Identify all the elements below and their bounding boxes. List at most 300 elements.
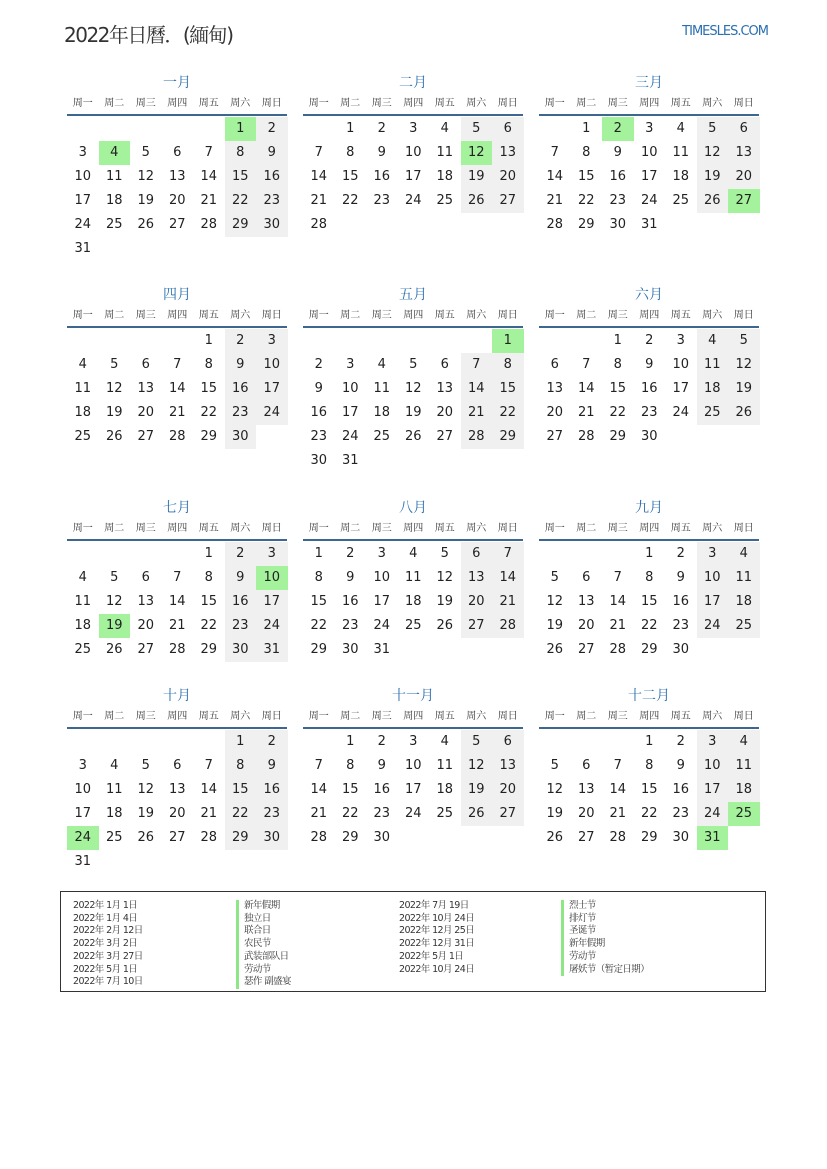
day-cell: 12 [404, 381, 422, 396]
legend-dates-column-2 [399, 900, 474, 976]
day-cell: 20 [577, 806, 595, 821]
day-cell: 10 [640, 145, 658, 160]
day-cell: 3 [409, 121, 418, 136]
day-cell: 4 [377, 357, 386, 372]
weekday-label: 周四 [167, 310, 188, 321]
month-name: 二月 [399, 75, 427, 91]
day-cell: 26 [105, 642, 123, 657]
legend-date: 2022年 2月 12日 [73, 925, 143, 937]
day-cell: 16 [672, 594, 690, 609]
legend-holiday-name: 劳动节 [561, 951, 649, 964]
month-12 [539, 687, 759, 850]
weekday-header [303, 705, 523, 729]
day-cell: 30 [672, 642, 690, 657]
day-cell: 28 [609, 830, 627, 845]
weekday-label: 周一 [72, 310, 93, 321]
day-cell: 25 [436, 806, 454, 821]
weekday-label: 周一 [72, 98, 93, 109]
weekday-label: 周日 [733, 310, 754, 321]
day-cell: 4 [78, 570, 87, 585]
day-cell: 28 [200, 217, 218, 232]
empty-cell [539, 329, 571, 353]
weekday-label: 周三 [607, 310, 628, 321]
month-8 [303, 499, 523, 662]
day-cell: 16 [609, 169, 627, 184]
day-cell: 24 [672, 405, 690, 420]
weekday-label: 周五 [434, 98, 455, 109]
day-cell: 10 [74, 169, 92, 184]
day-cell: 6 [141, 357, 150, 372]
day-cell: 8 [204, 357, 213, 372]
day-cell: 20 [492, 778, 524, 802]
day-cell: 1 [204, 546, 213, 561]
day-cell: 24 [404, 806, 422, 821]
day-cell: 26 [105, 429, 123, 444]
weekday-label: 周四 [403, 310, 424, 321]
empty-cell [539, 117, 571, 141]
day-cell: 18 [74, 618, 92, 633]
day-cell: 22 [640, 618, 658, 633]
day-grid [539, 329, 759, 449]
month-name: 四月 [163, 287, 191, 303]
day-cell: 11 [404, 570, 422, 585]
day-cell: 3 [346, 357, 355, 372]
empty-cell [130, 117, 162, 141]
day-cell: 17 [640, 169, 658, 184]
day-cell: 18 [105, 193, 123, 208]
day-cell: 20 [168, 806, 186, 821]
day-cell: 13 [728, 141, 760, 165]
weekday-label: 周日 [497, 523, 518, 534]
empty-cell [162, 117, 194, 141]
day-cell: 5 [409, 357, 418, 372]
day-cell: 10 [404, 145, 422, 160]
day-cell: 9 [377, 758, 386, 773]
day-cell: 15 [310, 594, 328, 609]
holiday-cell: 1 [225, 117, 257, 141]
month-6 [539, 286, 759, 449]
weekday-label: 周四 [639, 523, 660, 534]
day-cell: 26 [461, 802, 493, 826]
day-cell: 14 [168, 594, 186, 609]
weekday-label: 周日 [261, 310, 282, 321]
legend-holiday-name: 联合日 [236, 925, 291, 938]
day-cell: 19 [436, 594, 454, 609]
day-cell: 4 [409, 546, 418, 561]
weekday-label: 周五 [434, 523, 455, 534]
month-name: 七月 [163, 500, 191, 516]
day-cell: 21 [492, 590, 524, 614]
month-7 [67, 499, 287, 662]
day-cell: 2 [676, 734, 685, 749]
weekday-label: 周六 [466, 523, 487, 534]
weekday-label: 周六 [702, 523, 723, 534]
day-cell: 15 [225, 165, 257, 189]
day-cell: 4 [728, 542, 760, 566]
legend-holiday-name: 烈士节 [561, 900, 649, 913]
day-cell: 20 [461, 590, 493, 614]
weekday-label: 周一 [308, 310, 329, 321]
day-cell: 30 [225, 425, 257, 449]
day-cell: 31 [74, 241, 92, 256]
weekday-label: 周三 [135, 310, 156, 321]
day-cell: 17 [672, 381, 690, 396]
day-cell: 3 [645, 121, 654, 136]
day-cell: 9 [256, 754, 288, 778]
day-cell: 24 [373, 618, 391, 633]
day-cell: 26 [728, 401, 760, 425]
day-cell: 21 [200, 193, 218, 208]
day-cell: 16 [373, 169, 391, 184]
day-cell: 10 [373, 570, 391, 585]
day-cell: 12 [546, 594, 564, 609]
day-cell: 21 [168, 618, 186, 633]
day-cell: 29 [640, 642, 658, 657]
day-cell: 3 [697, 542, 729, 566]
day-cell: 27 [577, 830, 595, 845]
day-cell: 10 [697, 566, 729, 590]
weekday-label: 周六 [702, 711, 723, 722]
day-cell: 5 [141, 758, 150, 773]
weekday-label: 周五 [198, 310, 219, 321]
day-cell: 8 [645, 570, 654, 585]
day-cell: 21 [609, 806, 627, 821]
legend-date: 2022年 1月 1日 [73, 900, 138, 911]
day-cell: 22 [310, 618, 328, 633]
empty-cell [602, 542, 634, 566]
day-cell: 11 [74, 594, 92, 609]
day-cell: 29 [225, 826, 257, 850]
empty-cell [571, 730, 603, 754]
legend-date: 2022年 3月 27日 [73, 950, 143, 962]
legend-date: 2022年 1月 4日 [73, 912, 138, 924]
day-cell: 7 [550, 145, 559, 160]
day-cell: 7 [314, 758, 323, 773]
day-cell: 27 [546, 429, 564, 444]
day-cell: 16 [373, 782, 391, 797]
weekday-label: 周二 [104, 711, 125, 722]
day-cell: 14 [200, 169, 218, 184]
day-cell: 21 [310, 193, 328, 208]
day-cell: 7 [613, 570, 622, 585]
day-cell: 11 [728, 754, 760, 778]
day-grid [303, 329, 523, 473]
day-grid [303, 542, 523, 662]
day-cell: 11 [74, 381, 92, 396]
day-cell: 30 [310, 453, 328, 468]
day-cell: 10 [341, 381, 359, 396]
day-cell: 4 [697, 329, 729, 353]
holiday-cell: 31 [697, 826, 729, 850]
empty-cell [303, 730, 335, 754]
weekday-label: 周五 [670, 310, 691, 321]
day-cell: 2 [377, 734, 386, 749]
day-cell: 23 [672, 618, 690, 633]
weekday-header [539, 705, 759, 729]
day-cell: 6 [440, 357, 449, 372]
day-cell: 25 [105, 217, 123, 232]
day-cell: 17 [341, 405, 359, 420]
day-cell: 3 [256, 542, 288, 566]
month-2 [303, 74, 523, 237]
day-cell: 9 [225, 566, 257, 590]
day-cell: 6 [582, 758, 591, 773]
day-cell: 9 [676, 570, 685, 585]
day-cell: 28 [492, 614, 524, 638]
day-cell: 6 [492, 730, 524, 754]
day-cell: 2 [256, 117, 288, 141]
day-cell: 18 [436, 169, 454, 184]
day-cell: 12 [697, 141, 729, 165]
day-cell: 19 [546, 806, 564, 821]
day-cell: 8 [225, 754, 257, 778]
day-cell: 13 [577, 594, 595, 609]
day-cell: 14 [310, 782, 328, 797]
day-cell: 12 [137, 169, 155, 184]
day-cell: 20 [436, 405, 454, 420]
weekday-header [67, 304, 287, 328]
empty-cell [602, 730, 634, 754]
day-cell: 5 [728, 329, 760, 353]
day-cell: 29 [200, 642, 218, 657]
day-cell: 23 [640, 405, 658, 420]
day-cell: 8 [314, 570, 323, 585]
day-cell: 14 [546, 169, 564, 184]
day-cell: 9 [314, 381, 323, 396]
day-cell: 17 [404, 782, 422, 797]
day-cell: 20 [577, 618, 595, 633]
day-cell: 20 [137, 405, 155, 420]
weekday-label: 周五 [670, 711, 691, 722]
day-cell: 16 [310, 405, 328, 420]
day-cell: 24 [697, 614, 729, 638]
weekday-label: 周一 [72, 711, 93, 722]
weekday-label: 周一 [544, 523, 565, 534]
weekday-label: 周日 [497, 98, 518, 109]
day-cell: 30 [225, 638, 257, 662]
day-cell: 9 [613, 145, 622, 160]
weekday-label: 周二 [576, 98, 597, 109]
day-cell: 3 [256, 329, 288, 353]
day-cell: 29 [341, 830, 359, 845]
day-cell: 17 [697, 590, 729, 614]
weekday-header [303, 517, 523, 541]
day-cell: 6 [461, 542, 493, 566]
month-name: 五月 [399, 287, 427, 303]
legend-holiday-name: 农民节 [236, 938, 291, 951]
empty-cell [99, 117, 131, 141]
day-cell: 15 [200, 381, 218, 396]
day-cell: 21 [310, 806, 328, 821]
legend-holiday-name: 圣诞节 [561, 925, 649, 938]
day-cell: 8 [204, 570, 213, 585]
site-link[interactable]: TIMESLES.COM [682, 24, 768, 39]
day-cell: 24 [404, 193, 422, 208]
day-cell: 9 [256, 141, 288, 165]
day-cell: 7 [173, 570, 182, 585]
day-cell: 6 [550, 357, 559, 372]
day-cell: 27 [461, 614, 493, 638]
day-grid [67, 117, 287, 261]
day-cell: 22 [200, 405, 218, 420]
day-cell: 19 [461, 165, 493, 189]
day-cell: 25 [404, 618, 422, 633]
day-cell: 28 [168, 429, 186, 444]
day-cell: 5 [141, 145, 150, 160]
day-cell: 18 [697, 377, 729, 401]
day-cell: 23 [373, 806, 391, 821]
day-cell: 11 [373, 381, 391, 396]
month-3 [539, 74, 759, 237]
month-name: 十一月 [392, 688, 434, 704]
weekday-label: 周三 [371, 98, 392, 109]
legend-date: 2022年 5月 1日 [73, 963, 138, 975]
holiday-cell: 12 [461, 141, 493, 165]
month-name: 十月 [163, 688, 191, 704]
weekday-label: 周四 [639, 98, 660, 109]
day-cell: 25 [436, 193, 454, 208]
day-cell: 25 [105, 830, 123, 845]
day-cell: 24 [74, 217, 92, 232]
day-cell: 8 [346, 145, 355, 160]
day-cell: 13 [492, 141, 524, 165]
holiday-cell: 24 [67, 826, 99, 850]
day-cell: 31 [256, 638, 288, 662]
day-cell: 24 [640, 193, 658, 208]
day-cell: 12 [137, 782, 155, 797]
day-cell: 7 [582, 357, 591, 372]
day-cell: 13 [168, 169, 186, 184]
day-cell: 16 [256, 778, 288, 802]
day-cell: 29 [310, 642, 328, 657]
empty-cell [99, 542, 131, 566]
empty-cell [193, 730, 225, 754]
day-cell: 26 [461, 189, 493, 213]
weekday-label: 周六 [230, 310, 251, 321]
empty-cell [162, 542, 194, 566]
day-cell: 15 [341, 169, 359, 184]
day-cell: 27 [577, 642, 595, 657]
weekday-label: 周五 [434, 711, 455, 722]
day-cell: 18 [728, 590, 760, 614]
day-cell: 20 [137, 618, 155, 633]
day-cell: 26 [436, 618, 454, 633]
day-cell: 12 [461, 754, 493, 778]
holiday-cell: 25 [728, 802, 760, 826]
day-cell: 26 [546, 830, 564, 845]
weekday-label: 周日 [261, 711, 282, 722]
day-cell: 15 [200, 594, 218, 609]
weekday-label: 周一 [544, 98, 565, 109]
legend-holiday-name: 独立日 [236, 913, 291, 926]
day-cell: 10 [697, 754, 729, 778]
weekday-label: 周六 [702, 310, 723, 321]
day-cell: 1 [645, 734, 654, 749]
day-cell: 24 [341, 429, 359, 444]
month-11 [303, 687, 523, 850]
day-cell: 11 [672, 145, 690, 160]
empty-cell [130, 329, 162, 353]
legend-holiday-name: 新年假期 [561, 938, 649, 951]
empty-cell [130, 542, 162, 566]
day-cell: 28 [577, 429, 595, 444]
day-grid [67, 329, 287, 449]
day-cell: 29 [640, 830, 658, 845]
legend-date: 2022年 3月 2日 [73, 938, 138, 950]
weekday-label: 周二 [576, 523, 597, 534]
weekday-label: 周四 [167, 98, 188, 109]
day-cell: 28 [310, 830, 328, 845]
day-cell: 23 [672, 806, 690, 821]
day-cell: 19 [137, 806, 155, 821]
legend-names-column-1 [236, 900, 291, 989]
day-cell: 23 [310, 429, 328, 444]
day-cell: 20 [546, 405, 564, 420]
day-cell: 3 [78, 758, 87, 773]
day-cell: 23 [225, 614, 257, 638]
empty-cell [162, 730, 194, 754]
day-cell: 17 [74, 193, 92, 208]
day-cell: 6 [173, 145, 182, 160]
day-cell: 27 [137, 642, 155, 657]
day-cell: 7 [461, 353, 493, 377]
weekday-label: 周四 [167, 523, 188, 534]
day-cell: 31 [373, 642, 391, 657]
day-cell: 9 [645, 357, 654, 372]
day-cell: 2 [256, 730, 288, 754]
day-cell: 15 [577, 169, 595, 184]
legend-date: 2022年 5月 1日 [399, 950, 464, 962]
day-cell: 7 [204, 145, 213, 160]
day-cell: 19 [105, 405, 123, 420]
day-cell: 11 [697, 353, 729, 377]
holiday-cell: 1 [492, 329, 524, 353]
day-cell: 20 [492, 165, 524, 189]
empty-cell [571, 329, 603, 353]
empty-cell [398, 329, 430, 353]
day-cell: 10 [404, 758, 422, 773]
day-cell: 8 [225, 141, 257, 165]
day-cell: 28 [200, 830, 218, 845]
day-cell: 13 [168, 782, 186, 797]
weekday-header [539, 517, 759, 541]
day-cell: 25 [373, 429, 391, 444]
month-name: 九月 [635, 500, 663, 516]
empty-cell [335, 329, 367, 353]
day-grid [539, 542, 759, 662]
weekday-label: 周六 [230, 523, 251, 534]
day-cell: 30 [672, 830, 690, 845]
weekday-label: 周四 [639, 310, 660, 321]
empty-cell [539, 542, 571, 566]
weekday-label: 周日 [497, 711, 518, 722]
weekday-label: 周四 [403, 523, 424, 534]
empty-cell [67, 542, 99, 566]
day-cell: 17 [373, 594, 391, 609]
empty-cell [67, 329, 99, 353]
day-cell: 30 [256, 826, 288, 850]
day-cell: 27 [436, 429, 454, 444]
day-cell: 28 [168, 642, 186, 657]
day-cell: 3 [78, 145, 87, 160]
day-cell: 15 [225, 778, 257, 802]
day-cell: 23 [341, 618, 359, 633]
weekday-label: 周日 [733, 523, 754, 534]
day-cell: 14 [200, 782, 218, 797]
day-cell: 30 [341, 642, 359, 657]
day-cell: 15 [609, 381, 627, 396]
weekday-label: 周二 [576, 711, 597, 722]
